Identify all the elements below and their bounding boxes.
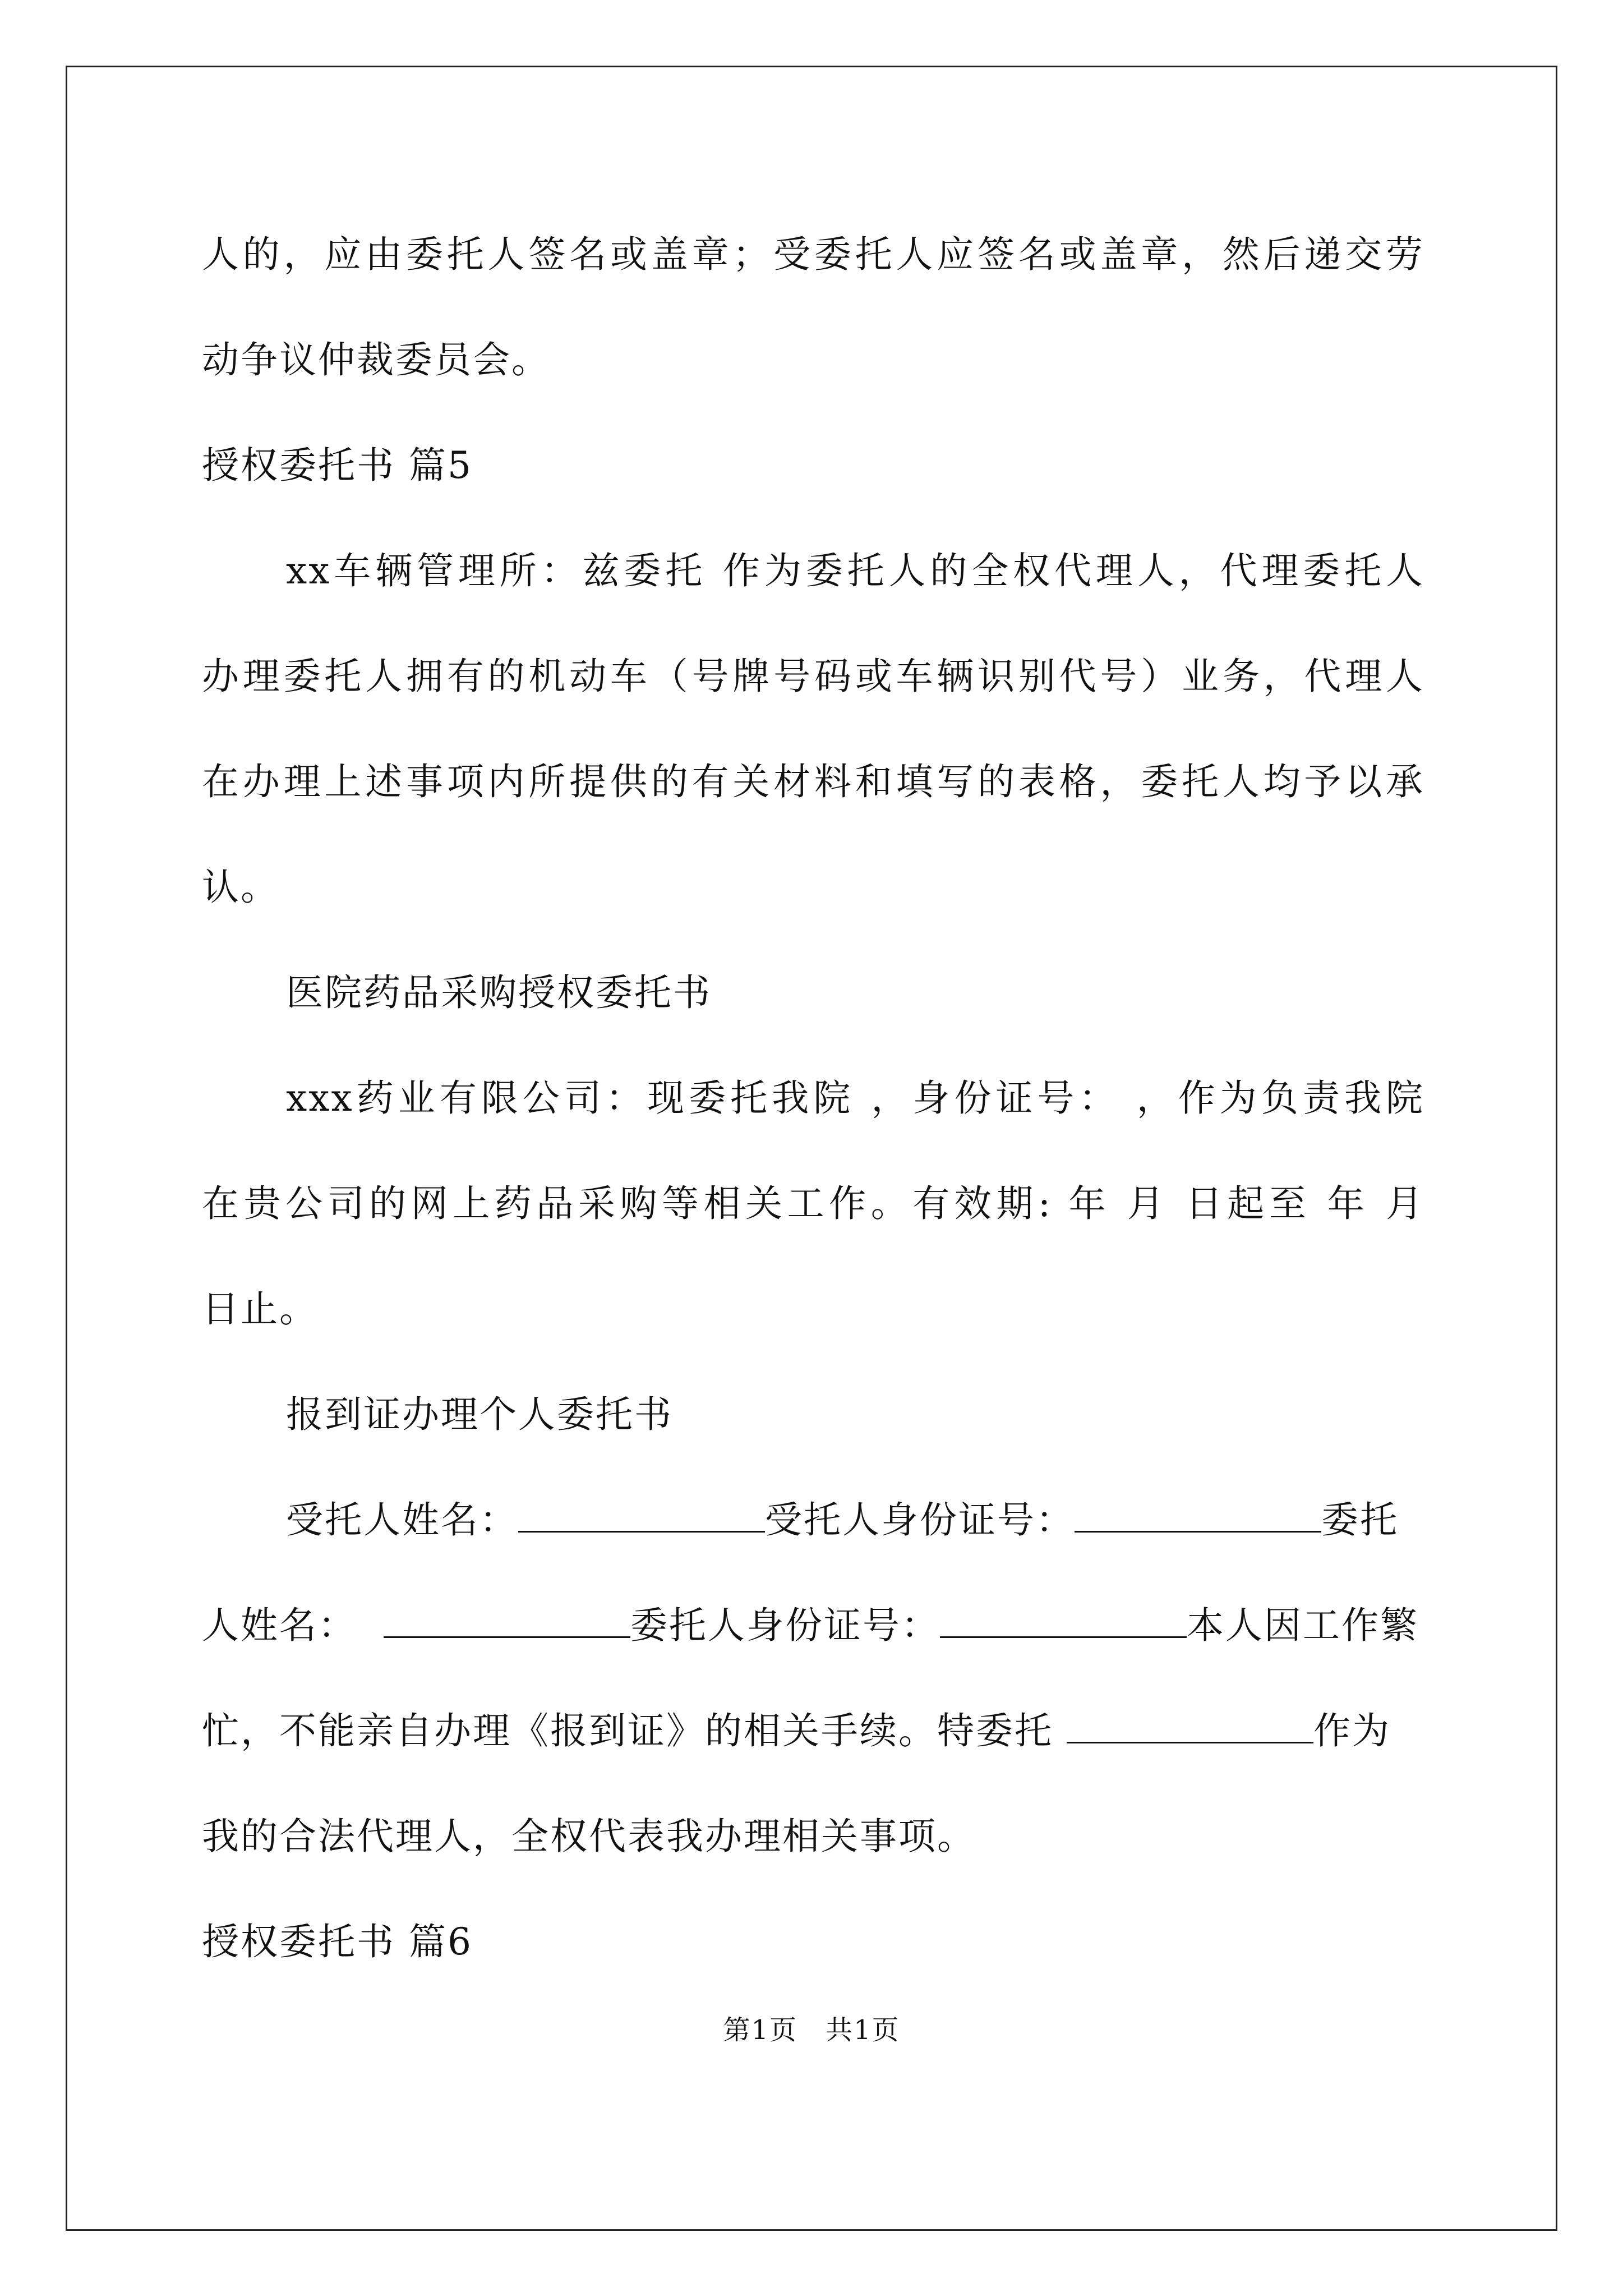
form-label: 忙，不能亲自办理《报到证》的相关手续。特委托 [202,1709,1053,1752]
page-footer: 第1页 共1页 [723,2014,900,2046]
subsection-title: 报到证办理个人委托书 [286,1393,673,1436]
paragraph-line: 人的，应由委托人签名或盖章；受委托人应签名或盖章，然后递交劳 [202,233,1424,276]
document-body [202,202,1424,1995]
paragraph-line: 在贵公司的网上药品采购等相关工作。有效期: 年 月 日起至 年 月 [202,1182,1424,1225]
paragraph-line: xx车辆管理所：兹委托 作为委托人的全权代理人，代理委托人 [286,549,1424,592]
subsection-title: 医院药品采购授权委托书 [286,971,712,1014]
form-label: 委托 [1321,1498,1399,1542]
paragraph-line: 认。 [202,866,279,909]
fill-blank [1067,1705,1313,1743]
paragraph-line: 我的合法代理人，全权代表我办理相关事项。 [202,1815,976,1858]
paragraph-line: 办理委托人拥有的机动车（号牌号码或车辆识别代号）业务，代理人 [202,655,1424,698]
form-line [202,1678,1424,1784]
form-label: 人姓名： [202,1604,357,1647]
form-line [202,1467,1424,1573]
paragraph-line: 动争议仲裁委员会。 [202,338,550,381]
fill-blank [384,1599,630,1638]
fill-blank [1075,1494,1321,1533]
paragraph-line: 在办理上述事项内所提供的有关材料和填写的表格，委托人均予以承 [202,760,1424,803]
form-label: 委托人身份证号： [630,1604,940,1647]
paragraph-line: 日止。 [202,1287,318,1331]
section-heading: 授权委托书 篇5 [202,444,473,487]
fill-blank [518,1494,765,1533]
form-label: 本人因工作繁 [1186,1604,1419,1647]
section-heading: 授权委托书 篇6 [202,1920,473,1963]
paragraph-line: xxx药业有限公司：现委托我院 ，身份证号： ，作为负责我院 [286,1076,1424,1120]
form-label: 受托人姓名： [286,1498,518,1542]
form-label: 受托人身份证号： [765,1498,1075,1542]
form-line [202,1573,1424,1678]
fill-blank [940,1599,1187,1638]
form-label: 作为 [1313,1709,1391,1752]
